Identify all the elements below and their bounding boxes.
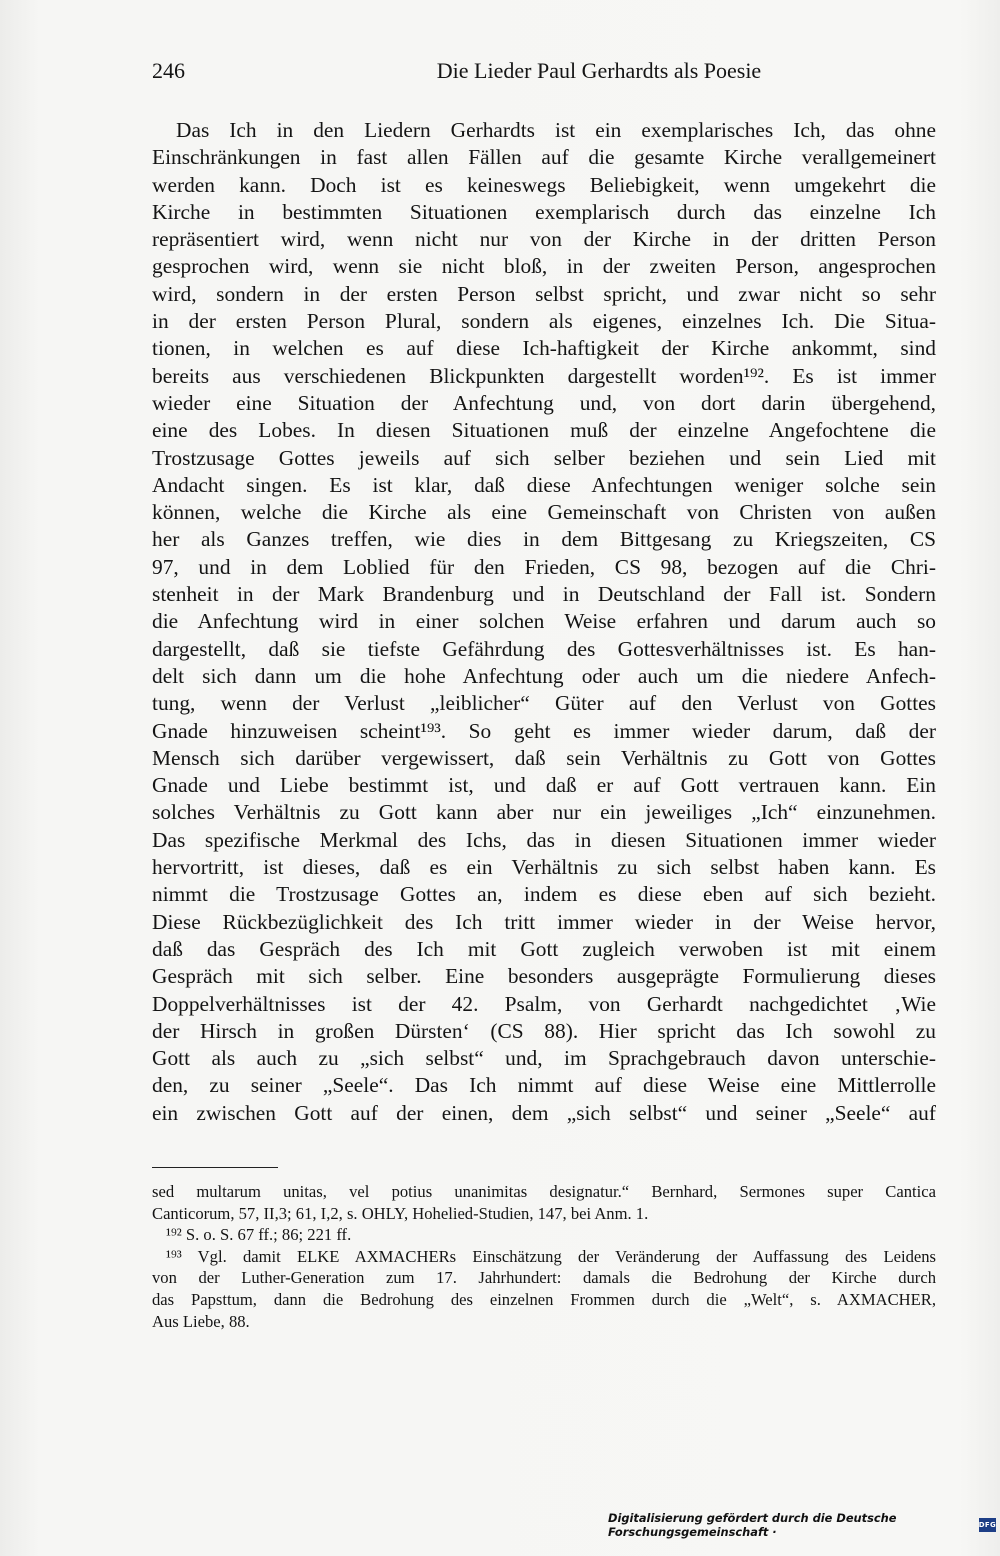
footnote-line: sed multarum unitas, vel potius unanimitas designatur.“ Bernhard, Sermones super Cantica [152, 1182, 936, 1201]
text-line: Kirche in bestimmten Situationen exemplarisch durch das einzelne Ich [152, 199, 936, 224]
text-line: Das spezifische Merkmal des Ichs, das in diesen Situationen immer wieder [152, 827, 936, 852]
running-head [152, 58, 936, 90]
dfg-logo-icon: DFG [979, 1518, 996, 1532]
text-line: solches Verhältnis zu Gott kann aber nur ein jeweiliges „Ich“ einzunehmen. [152, 800, 936, 825]
text-line: Andacht singen. Es ist klar, daß diese Anfechtungen weniger solche sein [152, 472, 936, 497]
text-line: Gnade und Liebe bestimmt ist, und daß er auf Gott vertrauen kann. Ein [152, 773, 936, 798]
text-line: der Hirsch in großen Dürsten‘ (CS 88). Hier spricht das Ich sowohl zu [152, 1018, 936, 1043]
text-line: 97, und in dem Loblied für den Frieden, CS 98, bezogen auf die Chri- [152, 554, 936, 579]
text-line: werden kann. Doch ist es keineswegs Beliebigkeit, wenn umgekehrt die [152, 172, 936, 197]
text-line: Trostzusage Gottes jeweils auf sich selber beziehen und sein Lied mit [152, 445, 936, 470]
footnotes [152, 1181, 936, 1332]
text-line: dargestellt, daß sie tiefste Gefährdung des Gottesverhältnisses ist. Es han- [152, 636, 936, 661]
text-line: stenheit in der Mark Brandenburg und in Deutschland der Fall ist. Sondern [152, 582, 936, 607]
text-line: Das Ich in den Liedern Gerhardts ist ein exemplarisches Ich, das ohne [176, 118, 936, 142]
funding-text: Digitalisierung gefördert durch die Deutsche Forschungsgemeinschaft · [608, 1511, 897, 1539]
text-line: den, zu seiner „Seele“. Das Ich nimmt auf diese Weise eine Mittlerrolle [152, 1073, 936, 1098]
text-line: her als Ganzes treffen, wie dies in dem Bittgesang zu Kriegszeiten, CS [152, 527, 936, 552]
text-line: tung, wenn der Verlust „leiblicher“ Güter auf den Verlust von Gottes [152, 691, 936, 716]
text-line: ein zwischen Gott auf der einen, dem „sich selbst“ und seiner „Seele“ auf [152, 1100, 936, 1125]
text-line: Gespräch mit sich selber. Eine besonders ausgeprägte Formulierung dieses [152, 964, 936, 989]
text-line: die Anfechtung wird in einer solchen Weise erfahren und darum auch so [152, 609, 936, 634]
text-line: daß das Gespräch des Ich mit Gott zugleich verwoben ist mit einem [152, 936, 936, 961]
funding-banner [608, 1512, 996, 1538]
text-line: tionen, in welchen es auf diese Ich-haftigkeit der Kirche ankommt, sind [152, 336, 936, 361]
footnote-line: von der Luther-Generation zum 17. Jahrhundert: damals die Bedrohung der Kirche durch [152, 1268, 936, 1288]
footnote-192: ¹⁹² S. o. S. 67 ff.; 86; 221 ff. [166, 1225, 352, 1245]
footnote-193: ¹⁹³ Vgl. damit ELKE AXMACHERs Einschätzung der Veränderung der Auffassung des Leidens [166, 1246, 936, 1266]
page-number: 246 [152, 58, 185, 83]
text-line: nimmt die Trostzusage Gottes an, indem es diese eben auf sich bezieht. [152, 882, 936, 907]
text-line: hervortritt, ist dieses, daß es ein Verhältnis zu sich selbst haben kann. Es [152, 855, 936, 880]
footnote-line: Aus Liebe, 88. [152, 1311, 250, 1331]
text-line: eine des Lobes. In diesen Situationen muß der einzelne Angefochtene die [152, 418, 936, 443]
text-line: Gott als auch zu „sich selbst“ und, im Sprachgebrauch davon unterschie- [152, 1046, 936, 1071]
text-line: in der ersten Person Plural, sondern als eigenes, einzelnes Ich. Die Situa- [152, 309, 936, 334]
text-line: repräsentiert wird, wenn nicht nur von der Kirche in der dritten Person [152, 227, 936, 252]
text-line: gesprochen wird, wenn sie nicht bloß, in der zweiten Person, angesprochen [152, 254, 936, 279]
text-line: Diese Rückbezüglichkeit des Ich tritt immer wieder in der Weise hervor, [152, 909, 936, 934]
text-line: Doppelverhältnisses ist der 42. Psalm, von Gerhardt nachgedichtet ‚Wie [152, 991, 936, 1016]
footnote-divider [152, 1167, 278, 1168]
footnote-line: Canticorum, 57, II,3; 61, I,2, s. OHLY, Hohelied-Studien, 147, bei Anm. 1. [152, 1203, 649, 1223]
body-paragraph [152, 117, 936, 1154]
text-line: Einschränkungen in fast allen Fällen auf die gesamte Kirche verallgemeinert [152, 145, 936, 170]
text-line: bereits aus verschiedenen Blickpunkten dargestellt worden¹⁹². Es ist immer [152, 363, 936, 388]
running-title: Die Lieder Paul Gerhardts als Poesie [436, 58, 762, 83]
text-line: delt sich dann um die hohe Anfechtung oder auch um die niedere Anfech- [152, 663, 936, 688]
text-line: wird, sondern in der ersten Person selbst spricht, und zwar nicht so sehr [152, 281, 936, 306]
text-line: Mensch sich darüber vergewissert, daß sein Verhältnis zu Gott von Gottes [152, 745, 936, 770]
text-line: Gnade hinzuweisen scheint¹⁹³. So geht es immer wieder darum, daß der [152, 718, 936, 743]
footnote-line: das Papsttum, dann die Bedrohung des einzelnen Frommen durch die „Welt“, s. AXMACHER, [152, 1289, 936, 1309]
text-line: können, welche die Kirche als eine Gemeinschaft von Christen von außen [152, 500, 936, 525]
text-line: wieder eine Situation der Anfechtung und, von dort darin übergehend, [152, 390, 936, 415]
